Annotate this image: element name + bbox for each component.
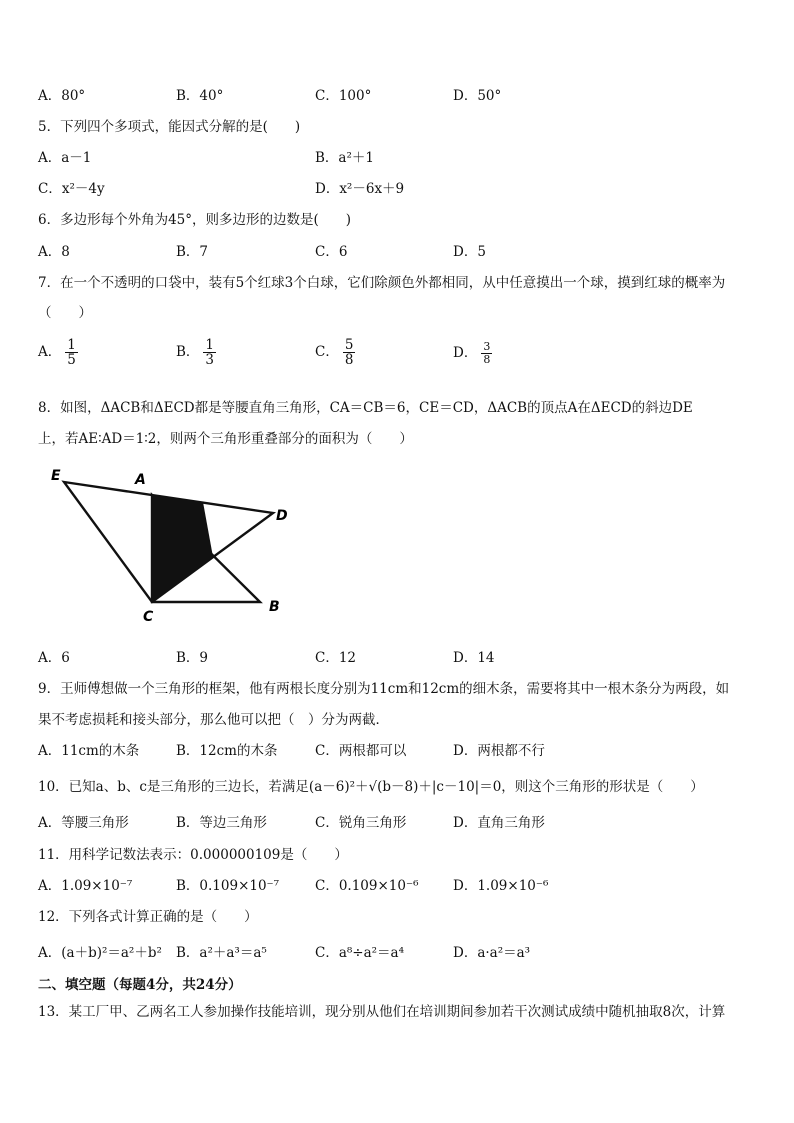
- option-a: A．11cm的木条: [38, 743, 140, 759]
- question-stem: 9．王师傅想做一个三角形的框架，他有两根长度分别为11cm和12cm的细木条，需要将其中一根木条分为两段，如: [38, 681, 730, 697]
- option-b: B．12cm的木条: [176, 743, 278, 759]
- option-d: D．1.09×10⁻⁶: [453, 878, 549, 894]
- question-stem: 6．多边形每个外角为45°，则多边形的边数是( ): [38, 212, 352, 228]
- option-b: B．7: [176, 244, 209, 260]
- triangle-figure: [40, 460, 300, 630]
- question-stem: 10．已知a、b、c是三角形的三边长，若满足(a－6)²＋√(b－8)＋|c－10|＝0，则这个三角形的形状是（ ）: [38, 779, 704, 795]
- option-d: D．a·a²＝a³: [453, 945, 531, 961]
- option-a: A．80°: [38, 88, 86, 104]
- label-e: E: [51, 468, 61, 484]
- question-stem: 11．用科学记数法表示：0.000000109是（ ）: [38, 847, 348, 863]
- option-c: C．100°: [315, 88, 372, 104]
- option-c: C．x²－4y: [38, 181, 105, 197]
- option-d: D． $\frac{3}{8}$: [453, 340, 491, 366]
- option-a: A．8: [38, 244, 70, 260]
- label-a: A: [135, 472, 146, 488]
- option-d: D．x²－6x＋9: [315, 181, 405, 197]
- option-d: D．5: [453, 244, 486, 260]
- option-c: C．a⁸÷a²＝a⁴: [315, 945, 405, 961]
- question-stem: 7．在一个不透明的口袋中，装有5个红球3个白球，它们除颜色外都相同，从中任意摸出一个球，摸到红球的概率为: [38, 275, 726, 291]
- option-c: C．两根都可以: [315, 743, 407, 759]
- option-a: A．1.09×10⁻⁷: [38, 878, 133, 894]
- option-b: B．9: [176, 650, 209, 666]
- question-stem: 8．如图，ΔACB和ΔECD都是等腰直角三角形，CA＝CB＝6，CE＝CD，ΔACB的顶点A在ΔECD的斜边DE: [38, 400, 693, 416]
- option-d: D．50°: [453, 88, 502, 104]
- question-stem: 13．某工厂甲、乙两名工人参加操作技能培训，现分别从他们在培训期间参加若干次测试成绩中随机抽取8次，计算: [38, 1004, 726, 1020]
- question-stem-cont: 果不考虑损耗和接头部分，那么他可以把（ ）分为两截．: [38, 712, 389, 728]
- option-a: A．(a＋b)²＝a²＋b²: [38, 945, 162, 961]
- question-stem-cont: 上，若AE∶AD＝1∶2，则两个三角形重叠部分的面积为（ ）: [38, 431, 413, 447]
- option-b: B．等边三角形: [176, 815, 267, 831]
- option-c: C．0.109×10⁻⁶: [315, 878, 419, 894]
- option-c: C．12: [315, 650, 357, 666]
- option-d: D．14: [453, 650, 495, 666]
- option-a: A．6: [38, 650, 70, 666]
- option-d: D．两根都不行: [453, 743, 545, 759]
- option-a: A． $\frac{1}{5}$: [38, 337, 76, 369]
- option-c: C．锐角三角形: [315, 815, 407, 831]
- question-stem: 12．下列各式计算正确的是（ ）: [38, 909, 258, 925]
- overlap-region: [152, 495, 213, 602]
- option-b: B．40°: [176, 88, 224, 104]
- option-d: D．直角三角形: [453, 815, 545, 831]
- option-b: B．0.109×10⁻⁷: [176, 878, 280, 894]
- option-b: B． $\frac{1}{3}$: [176, 337, 215, 369]
- label-d: D: [276, 508, 288, 524]
- option-b: B．a²＋1: [315, 150, 374, 166]
- label-b: B: [269, 599, 280, 615]
- label-c: C: [143, 609, 154, 625]
- option-a: A．a－1: [38, 150, 92, 166]
- option-b: B．a²＋a³＝a⁵: [176, 945, 267, 961]
- option-c: C．6: [315, 244, 348, 260]
- option-c: C． $\frac{5}{8}$: [315, 337, 354, 369]
- option-a: A．等腰三角形: [38, 815, 129, 831]
- question-stem: 5．下列四个多项式，能因式分解的是( ): [38, 119, 301, 135]
- section-title: 二、填空题（每题4分，共24分）: [38, 977, 242, 993]
- question-stem-cont: （ ）: [38, 305, 92, 321]
